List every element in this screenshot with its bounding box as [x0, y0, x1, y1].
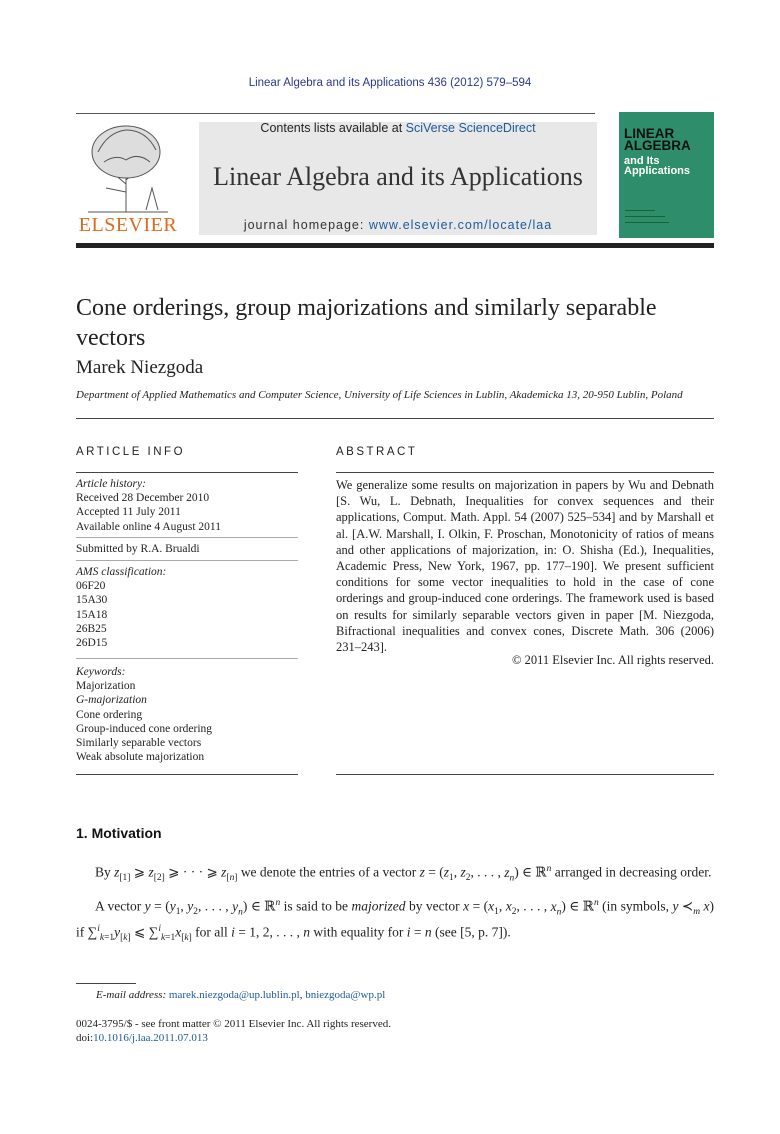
- abstract-copyright: © 2011 Elsevier Inc. All rights reserved.: [511, 653, 714, 667]
- history-label: Article history:: [76, 478, 146, 490]
- received-date: Received 28 December 2010: [76, 492, 210, 505]
- journal-citation: Linear Algebra and its Applications 436 (2012) 579–594: [248, 77, 532, 89]
- section-heading: 1. Motivation: [76, 825, 162, 841]
- sciencedirect-link[interactable]: SciVerse ScienceDirect: [405, 121, 536, 135]
- cover-title-2: ALGEBRA: [624, 138, 691, 153]
- header-thick-rule: [76, 243, 714, 248]
- keyword: G-majorization: [76, 694, 147, 707]
- footnote-rule: [76, 983, 136, 984]
- abstract-text: We generalize some results on majorization in papers by Wu and Debnath [S. Wu, L. Debnath, Inequalities for convex sequences and their applications, Comput. Math. Appl. 54 (2007) 525–534] and by Marshall et al. [A.W. Marshall, I. Olkin, F. Proschan, Monotonicity of ratios of means and other applications of majorization, in: O. Shisha (Ed.), Inequalities, Academic Press, New York, 1967, pp. 177–190]. We present sufficient conditions for some vector inequalities to hold in the case of cone orderings and group-induced cone orderings. The framework used is based on results for similarly separable vectors given in paper [M. Niezgoda, Bifractional inequalities and convex cones, Discrete Math. 306 (2006) 231–243].: [336, 478, 714, 655]
- section-divider: [76, 418, 714, 419]
- doi-link[interactable]: 10.1016/j.laa.2011.07.013: [93, 1032, 208, 1044]
- article-info-bottom-rule: [76, 774, 298, 775]
- ams-code: 06F20: [76, 580, 106, 593]
- cover-line: [625, 216, 665, 217]
- journal-cover: [619, 112, 714, 238]
- keywords-label: Keywords:: [76, 666, 126, 678]
- article-history: [76, 477, 298, 534]
- accepted-date: Accepted 11 July 2011: [76, 506, 181, 519]
- journal-title: Linear Algebra and its Applications: [213, 162, 583, 191]
- article-title: Cone orderings, group majorizations and similarly separable vectors: [76, 295, 657, 351]
- online-date: Available online 4 August 2011: [76, 520, 222, 533]
- keywords: [76, 665, 298, 764]
- cover-line: [625, 222, 669, 223]
- info-sub-rule: [76, 658, 298, 659]
- cover-line: [625, 210, 655, 211]
- author-affiliation: Department of Applied Mathematics and Computer Science, University of Life Sciences in Lublin, Akademicka 13, 20-950 Lublin, Poland: [76, 389, 683, 401]
- info-sub-rule: [76, 537, 298, 538]
- cover-subtitle-1: and Its: [624, 155, 660, 167]
- cover-subtitle-2: Applications: [624, 165, 691, 177]
- article-info-rule: [76, 472, 298, 473]
- ams-code: 26B25: [76, 622, 107, 635]
- ams-code: 15A18: [76, 608, 108, 621]
- abstract-heading: ABSTRACT: [336, 446, 418, 458]
- info-sub-rule: [76, 560, 298, 561]
- abstract-rule: [336, 472, 714, 473]
- homepage-link[interactable]: www.elsevier.com/locate/laa: [368, 218, 553, 232]
- journal-homepage: journal homepage: www.elsevier.com/locate/laa: [243, 218, 553, 232]
- keyword: Group-induced cone ordering: [76, 722, 213, 735]
- keyword: Majorization: [76, 680, 136, 693]
- ams-label: AMS classification:: [76, 566, 167, 578]
- article-info-heading: ARTICLE INFO: [76, 446, 186, 458]
- abstract-bottom-rule: [336, 774, 714, 775]
- front-matter: 0024-3795/$ - see front matter © 2011 Elsevier Inc. All rights reserved.: [76, 1018, 391, 1030]
- paragraph-2: A vector $y = (y_1$, $y_2$, . . . , $y_n$) ∈ ℝ$^n$ is said to be majorized by vector $x = (x_1$, $x_2$, . . . , $x_n$) ∈ ℝ$^n$ (in symbols, y $≺_m$ x) if $\sum^i_{k=1}y_{[k]}$ ⩽ $\sum^i_{k=1}x_{[k]}$ for all i = 1, 2, . . . , n with equality for i = n (see [5, p. 7]).: [76, 898, 715, 944]
- header-divider: [76, 113, 595, 114]
- keyword: Similarly separable vectors: [76, 737, 202, 750]
- cover-title-1: LINEAR: [624, 126, 675, 141]
- paragraph-1: By $z_{[1]}$ ⩾ $z_{[2]}$ ⩾ · · · ⩾ $z_{[n]}$ we denote the entries of a vector $z = (z_1$, $z_2$, . . . , $z_n$) ∈ ℝ$^n$ arranged in decreasing order.: [95, 864, 712, 884]
- ams-code: 15A30: [76, 594, 108, 607]
- article-author: Marek Niezgoda: [76, 357, 204, 378]
- email-link[interactable]: bniezgoda@wp.pl: [305, 989, 386, 1001]
- ams-classification: [76, 565, 298, 650]
- keyword: Cone ordering: [76, 708, 143, 721]
- elsevier-wordmark: ELSEVIER: [78, 214, 178, 236]
- submitted-by: Submitted by R.A. Brualdi: [76, 543, 200, 555]
- contents-line: Contents lists available at SciVerse ScienceDirect: [260, 121, 536, 135]
- keyword: Weak absolute majorization: [76, 751, 205, 764]
- email-link[interactable]: marek.niezgoda@up.lublin.pl: [168, 989, 300, 1001]
- ams-code: 26D15: [76, 637, 108, 650]
- doi-line: doi:10.1016/j.laa.2011.07.013: [76, 1032, 208, 1044]
- footnote-email: E-mail address: marek.niezgoda@up.lublin.pl, bniezgoda@wp.pl: [96, 989, 386, 1001]
